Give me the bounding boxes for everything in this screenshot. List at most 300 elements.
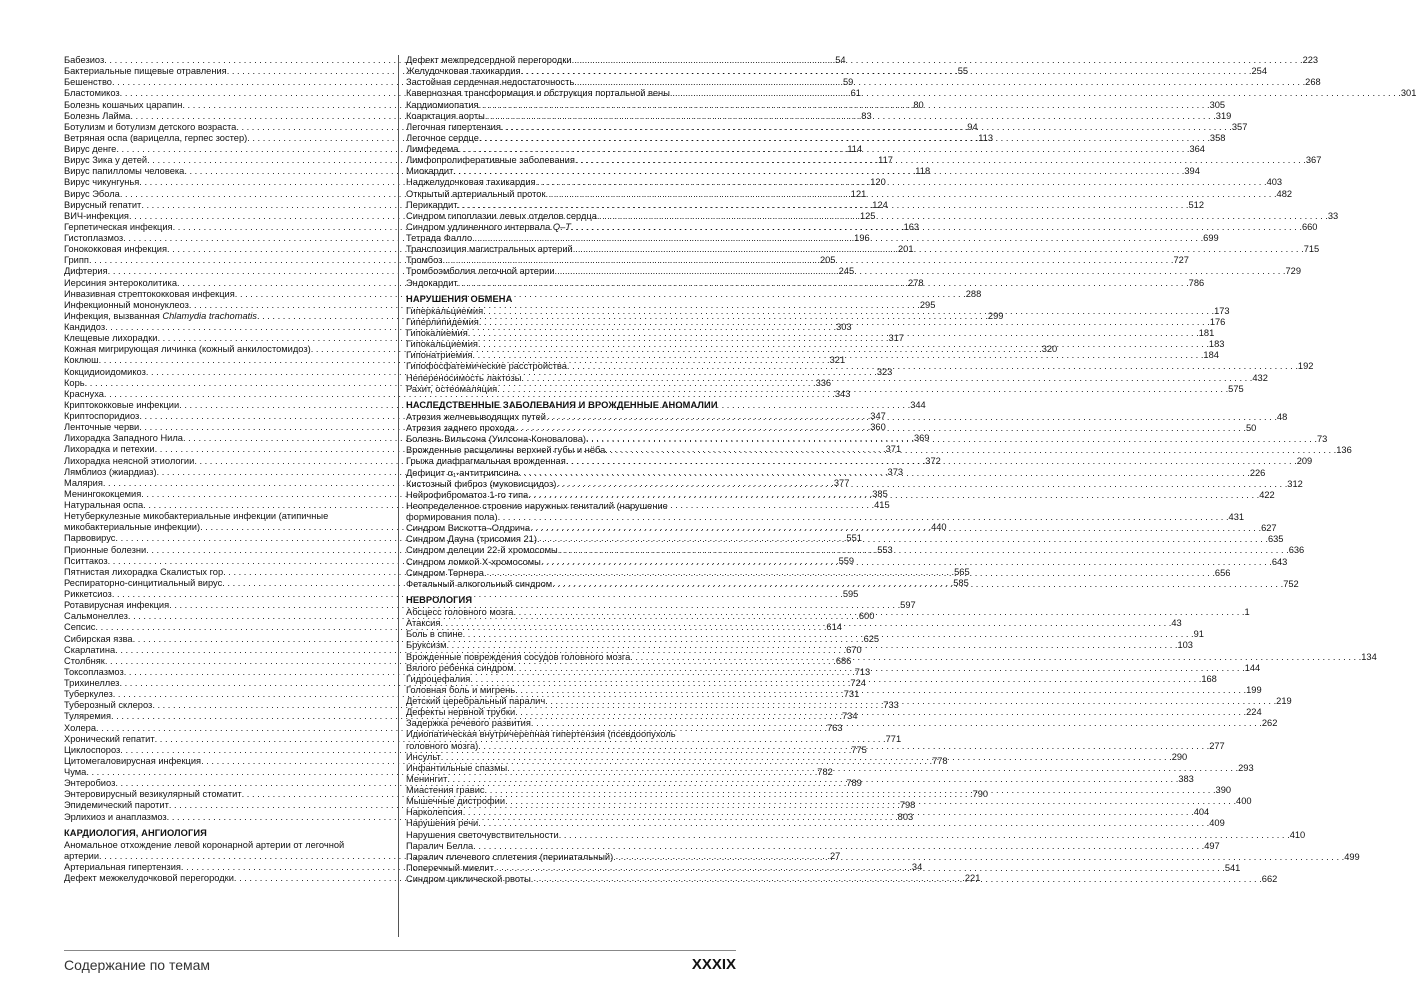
toc-entry-page: 790 bbox=[972, 789, 989, 800]
dot-leader bbox=[555, 266, 1286, 277]
toc-entry-title bbox=[406, 456, 566, 467]
toc-entry-title-text: Кокцидиоидомикоз bbox=[64, 366, 146, 377]
toc-entry-title bbox=[64, 533, 115, 544]
toc-entry-page: 403 bbox=[1266, 177, 1283, 188]
toc-entry-title-text: Врожденные повреждения сосудов головного мозга bbox=[406, 651, 631, 662]
toc-entry-page: 27 bbox=[830, 850, 841, 861]
toc-entry-page: 789 bbox=[846, 778, 862, 789]
toc-entry-title-text: Лихорадка неясной этиологии bbox=[64, 455, 195, 466]
toc-entry-title-text: Грипп bbox=[64, 255, 89, 266]
footer-title: Содержание по темам bbox=[64, 957, 211, 973]
toc-entry-page: 125 bbox=[859, 210, 876, 221]
toc-entry-title-text: Болезнь Вильсона (Уилсона-Коновалова) bbox=[406, 434, 586, 445]
toc-entry-title-text: Краснуха bbox=[64, 388, 104, 399]
toc-entry[interactable] bbox=[64, 600, 916, 611]
toc-entry-page: 482 bbox=[1276, 188, 1293, 199]
toc-entry-title bbox=[406, 445, 605, 456]
toc-entry-page: 290 bbox=[1171, 751, 1188, 762]
toc-entry-page: 43 bbox=[1171, 618, 1182, 629]
toc-entry-title-text: Ботулизм и ботулизм детского возраста bbox=[64, 121, 237, 132]
toc-entry-page: 320 bbox=[1041, 344, 1058, 355]
toc-entry-page: 144 bbox=[1244, 662, 1261, 673]
toc-entry-page: 124 bbox=[872, 199, 888, 210]
dot-leader bbox=[519, 468, 1250, 479]
toc-entry-title-text: Столбняк bbox=[64, 655, 105, 666]
column-divider bbox=[398, 55, 399, 937]
toc-entry-title bbox=[64, 667, 124, 678]
toc-entry-title bbox=[64, 645, 115, 656]
toc-entry-page: 364 bbox=[1189, 144, 1205, 154]
toc-entry-title-text: Гипонатриемия bbox=[406, 350, 473, 361]
dot-leader bbox=[483, 306, 1214, 317]
toc-entry-title-text: Рахит, остеомаляция bbox=[406, 383, 498, 394]
toc-entry-title-text: Тетрада Фалло bbox=[406, 233, 473, 243]
toc-entry-title-text: Герпетическая инфекция bbox=[64, 221, 173, 232]
dot-leader bbox=[447, 774, 1178, 785]
toc-entry-title-text: Детский церебральный паралич bbox=[406, 696, 546, 706]
toc-entry-title bbox=[64, 489, 141, 500]
toc-entry-page: 595 bbox=[842, 589, 859, 599]
dot-leader bbox=[479, 100, 1210, 111]
toc-entry-page: 553 bbox=[877, 544, 893, 555]
toc-entry-title bbox=[406, 66, 521, 77]
toc-entry-title-text: Синдром удлиненного интервала bbox=[406, 221, 553, 232]
toc-entry-title-text: Циклоспороз bbox=[64, 744, 121, 755]
toc-entry-title-text: Клещевые лихорадки bbox=[64, 333, 158, 344]
toc-entry-page: 201 bbox=[898, 244, 914, 255]
toc-entry-title bbox=[406, 785, 485, 796]
toc-entry-title bbox=[64, 522, 200, 533]
toc-entry-title bbox=[64, 88, 120, 99]
toc-entry-page: 114 bbox=[847, 144, 863, 154]
section-heading: КАРДИОЛОГИЯ, АНГИОЛОГИЯ bbox=[64, 827, 207, 838]
toc-entry-page: 80 bbox=[913, 99, 924, 110]
toc-entry-page: 541 bbox=[1224, 862, 1241, 873]
toc-entry-title-text: Поперечный миелит bbox=[406, 862, 494, 873]
toc-entry-page: 512 bbox=[1188, 199, 1204, 210]
toc-entry-page: 181 bbox=[1198, 328, 1215, 338]
toc-entry-title-text: Сальмонеллез bbox=[64, 611, 128, 622]
toc-entry-title bbox=[406, 100, 479, 111]
toc-entry-title-text: Энтеровирусный везикулярный стоматит bbox=[64, 789, 242, 800]
toc-entry-title bbox=[64, 444, 155, 455]
toc-entry-title bbox=[406, 640, 446, 651]
toc-entry-page: 636 bbox=[1288, 545, 1305, 556]
toc-entry-title bbox=[406, 155, 575, 166]
toc-entry-page: 336 bbox=[815, 377, 832, 388]
toc-entry-title-text: Тромбоз bbox=[406, 255, 443, 266]
toc-entry-title-text: Кардиомиопатия bbox=[406, 99, 479, 110]
dot-leader bbox=[530, 523, 1261, 534]
toc-entry-title bbox=[64, 389, 104, 400]
toc-entry-title bbox=[406, 255, 442, 266]
toc-entry-title-text: Холера bbox=[64, 722, 96, 733]
toc-entry-title-text: Лимфедема bbox=[406, 144, 459, 154]
toc-entry-title-text: Синдром Тернера bbox=[406, 567, 484, 578]
dot-leader bbox=[498, 512, 1229, 523]
toc-entry-page: 729 bbox=[1285, 266, 1302, 277]
toc-entry-page: 183 bbox=[1208, 339, 1225, 350]
toc-entry-title bbox=[406, 674, 470, 685]
toc-entry-page: 643 bbox=[1271, 556, 1288, 567]
toc-entry[interactable] bbox=[406, 840, 1220, 852]
toc-entry-page: 394 bbox=[1184, 166, 1200, 177]
toc-entry-title-text: Сепсис bbox=[64, 622, 96, 633]
toc-entry-title-text: Гиперкальциемия bbox=[406, 305, 484, 316]
toc-entry-page: 371 bbox=[885, 444, 902, 455]
toc-entry-title-text: Ветряная оспа (варицелла, герпес зостер) bbox=[64, 132, 248, 143]
toc-entry-title bbox=[64, 133, 247, 144]
toc-entry-page: 360 bbox=[870, 422, 886, 433]
toc-entry-title bbox=[406, 306, 483, 317]
toc-entry-title-text: микобактериальные инфекции) bbox=[64, 522, 201, 533]
dot-leader bbox=[515, 423, 1246, 434]
toc-entry-title-text: Синдром Дауна (трисомия 21) bbox=[406, 534, 537, 545]
section-heading: НАСЛЕДСТВЕННЫЕ ЗАБОЛЕВАНИЯ И ВРОЖДЕННЫЕ АНОМАЛИИ bbox=[406, 399, 718, 410]
toc-entry-page: 699 bbox=[1203, 233, 1219, 243]
toc-entry-title-text: Гипофосфатемические расстройства bbox=[406, 361, 567, 372]
dot-leader bbox=[441, 752, 1172, 763]
dot-leader bbox=[479, 317, 1210, 328]
toc-entry-title bbox=[406, 874, 531, 885]
toc-entry-title bbox=[64, 600, 169, 611]
toc-entry-title-text: Фетальный алкогольный синдром bbox=[406, 578, 553, 589]
toc-entry-title bbox=[64, 144, 116, 155]
toc-entry-page: 559 bbox=[838, 555, 855, 566]
toc-entry-page: 715 bbox=[1303, 244, 1320, 255]
toc-entry-title bbox=[406, 166, 453, 177]
toc-entry-title-text: Паралич плечевого сплетения (перинатальный) bbox=[406, 851, 614, 862]
toc-entry-title-text: Мышечные дистрофии bbox=[406, 796, 506, 807]
toc-entry[interactable] bbox=[406, 829, 1306, 841]
toc-entry-title-text: Лямблиоз (жиардиаз) bbox=[64, 466, 157, 477]
toc-entry-title-text: Врожденные расщелины верхней губы и нёба bbox=[406, 445, 606, 456]
toc-entry-page: 778 bbox=[932, 755, 948, 766]
toc-entry-title-text: Грыжа диафрагмальная врожденная bbox=[406, 456, 566, 467]
toc-entry-title-text: Инфекция, вызванная bbox=[64, 310, 163, 321]
toc-entry-title bbox=[406, 144, 458, 155]
toc-entry-title-text: Парвовирус bbox=[64, 533, 116, 544]
dot-leader bbox=[470, 674, 1201, 685]
toc-entry-page: 373 bbox=[887, 466, 904, 477]
toc-entry-page: 299 bbox=[987, 310, 1004, 321]
toc-entry-page: 404 bbox=[1193, 807, 1210, 818]
toc-entry-page: 117 bbox=[878, 155, 893, 166]
dot-leader bbox=[567, 361, 1298, 372]
toc-entry-page: 660 bbox=[1301, 221, 1318, 232]
toc-entry-title bbox=[406, 523, 530, 534]
dot-leader bbox=[478, 339, 1209, 350]
toc-entry-title bbox=[64, 711, 111, 722]
toc-entry-title bbox=[406, 189, 546, 200]
dot-leader bbox=[572, 55, 1303, 66]
toc-entry-title-text: Натуральная оспа bbox=[64, 500, 144, 510]
dot-leader bbox=[453, 166, 1184, 177]
toc-entry-title-text: Инфантильные спазмы bbox=[406, 762, 508, 773]
toc-entry-title bbox=[64, 77, 112, 88]
dot-leader bbox=[484, 568, 1215, 579]
toc-entry-title bbox=[406, 568, 484, 579]
toc-entry-page: 59 bbox=[842, 77, 854, 88]
toc-entry-title bbox=[406, 200, 458, 211]
toc-entry-title-text: Бактериальные пищевые отравления bbox=[64, 66, 227, 77]
toc-entry-page: 219 bbox=[1276, 696, 1292, 706]
dot-leader bbox=[472, 233, 1203, 244]
toc-entry-title-text: Непереносимость лактозы bbox=[406, 372, 522, 383]
toc-entry-title-text: Синдром делеции 22-й хромосомы bbox=[406, 545, 558, 556]
toc-entry-page: 763 bbox=[826, 722, 843, 733]
toc-entry-page: 321 bbox=[829, 355, 846, 366]
toc-entry-title bbox=[64, 233, 123, 244]
toc-entry-title-text: Синдром гипоплазии левых отделов сердца bbox=[406, 210, 597, 221]
toc-entry-title bbox=[406, 707, 515, 718]
toc-entry-title bbox=[64, 66, 227, 77]
toc-entry-title bbox=[64, 355, 99, 366]
toc-entry-page: 377 bbox=[833, 477, 850, 488]
dot-leader bbox=[485, 111, 1216, 122]
toc-entry-title-text: Артериальная гипертензия bbox=[64, 862, 181, 872]
dot-leader bbox=[670, 88, 1401, 99]
toc-entry-page: 317 bbox=[888, 333, 904, 344]
toc-entry-title bbox=[64, 745, 120, 756]
toc-entry-title-text: Боль в спине bbox=[406, 629, 463, 640]
dot-leader bbox=[537, 534, 1268, 545]
toc-entry-title-text: Вирус папилломы человека bbox=[64, 166, 185, 177]
toc-entry[interactable] bbox=[406, 512, 1245, 523]
toc-entry-title bbox=[406, 266, 555, 277]
toc-entry-title-text: Гипокальциемия bbox=[406, 339, 478, 350]
toc-entry-title-text: Дефект межпредсердной перегородки bbox=[406, 55, 572, 65]
toc-entry-title bbox=[64, 862, 181, 873]
toc-entry-title bbox=[406, 685, 515, 696]
toc-entry-page: 347 bbox=[870, 411, 886, 421]
toc-entry-title-text: Атрезия желчевыводящих путей bbox=[406, 411, 546, 422]
toc-entry-title-italic: Chlamydia trachomatis bbox=[162, 310, 257, 321]
toc-entry-page: 400 bbox=[1236, 796, 1252, 807]
toc-entry-page: 209 bbox=[1296, 456, 1313, 467]
toc-entry-page: 54 bbox=[835, 55, 846, 65]
toc-entry-title-text: Дефект межжелудочковой перегородки bbox=[64, 873, 234, 884]
toc-entry-page: 1 bbox=[1244, 607, 1250, 617]
toc-entry-page: 585 bbox=[953, 577, 969, 588]
toc-entry-title bbox=[64, 244, 167, 255]
dot-leader bbox=[515, 707, 1246, 718]
toc-entry-title-text: Иерсиния энтероколитика bbox=[64, 277, 178, 288]
toc-entry-page: 499 bbox=[1344, 851, 1360, 862]
toc-entry-title bbox=[406, 233, 472, 244]
section-heading: НЕВРОЛОГИЯ bbox=[406, 594, 473, 605]
toc-entry-page: 221 bbox=[964, 873, 981, 884]
toc-entry-title bbox=[64, 622, 95, 633]
dot-leader bbox=[531, 718, 1262, 729]
toc-entry-title-text: Эрлихиоз и анаплазмоз bbox=[64, 811, 167, 822]
toc-entry-title-text: Застойная сердечная недостаточность bbox=[406, 77, 575, 88]
dot-leader bbox=[571, 222, 1302, 233]
toc-entry-title bbox=[64, 567, 223, 578]
toc-entry-page: 254 bbox=[1251, 66, 1268, 77]
toc-entry-title bbox=[64, 55, 104, 66]
toc-entry-page: 565 bbox=[954, 566, 970, 577]
dot-leader bbox=[468, 328, 1199, 339]
toc-entry-title bbox=[64, 700, 152, 711]
toc-entry-page: 551 bbox=[846, 533, 862, 544]
toc-entry-title-text: Инфекционный мононуклеоз bbox=[64, 299, 189, 310]
toc-entry-page: 323 bbox=[876, 366, 893, 377]
dot-leader bbox=[458, 200, 1189, 211]
toc-entry-title-text: Дифтерия bbox=[64, 266, 108, 277]
toc-entry-title bbox=[64, 400, 179, 411]
toc-entry-page: 786 bbox=[1188, 277, 1205, 288]
toc-entry-page: 344 bbox=[910, 399, 926, 410]
toc-entry-title bbox=[406, 373, 521, 384]
toc-entry-page: 113 bbox=[978, 132, 994, 143]
dot-leader bbox=[497, 384, 1228, 395]
toc-entry[interactable] bbox=[406, 818, 1225, 829]
toc-entry-title bbox=[64, 289, 235, 300]
toc-entry-title-text: Туберозный склероз bbox=[64, 700, 153, 711]
dot-leader bbox=[479, 133, 1210, 144]
toc-entry-title-text: Бабезиоз bbox=[64, 55, 105, 65]
toc-entry-page: 205 bbox=[819, 255, 836, 266]
toc-entry-page: 627 bbox=[1261, 523, 1277, 534]
toc-entry-title bbox=[64, 723, 96, 734]
dot-leader bbox=[446, 640, 1177, 651]
toc-entry-title bbox=[406, 423, 515, 434]
toc-entry-title bbox=[406, 77, 574, 88]
toc-entry-title-text: Нарколепсия bbox=[406, 807, 463, 818]
toc-entry-title bbox=[64, 411, 139, 422]
toc-entry-title bbox=[64, 422, 139, 433]
toc-entry-title bbox=[406, 818, 478, 829]
toc-entry-title-text: Ротавирусная инфекция bbox=[64, 600, 170, 611]
toc-entry-page: 120 bbox=[870, 177, 886, 188]
toc-entry-title-text: Инвазивная стрептококковая инфекция bbox=[64, 288, 235, 299]
dot-leader bbox=[586, 434, 1317, 445]
toc-entry-title bbox=[64, 611, 128, 622]
toc-entry-title-text: Пситтакоз bbox=[64, 555, 108, 566]
toc-entry-title bbox=[64, 589, 112, 600]
toc-entry-title bbox=[64, 689, 113, 700]
toc-entry-title bbox=[64, 222, 173, 233]
footer-page-number: XXXIX bbox=[691, 956, 736, 973]
toc-entry-title-text: Открытый артериальный проток bbox=[406, 188, 546, 199]
toc-entry-title bbox=[406, 841, 473, 852]
toc-entry-title-text: Туляремия bbox=[64, 711, 112, 722]
toc-entry-title-text: Хронический гепатит bbox=[64, 733, 155, 744]
toc-entry-page: 731 bbox=[843, 689, 860, 700]
toc-entry-page: 597 bbox=[900, 600, 916, 611]
toc-entry-title bbox=[64, 873, 234, 884]
dot-leader bbox=[463, 629, 1194, 640]
toc-entry-title bbox=[406, 111, 485, 122]
page-footer bbox=[64, 950, 736, 975]
toc-entry-page: 118 bbox=[915, 166, 931, 177]
toc-entry-title-text: Гиперлипидемия bbox=[406, 316, 479, 327]
toc-entry-page: 358 bbox=[1209, 132, 1226, 143]
toc-entry-title-text: Бруксизм bbox=[406, 640, 447, 651]
toc-entry-page: 440 bbox=[931, 522, 947, 533]
dot-leader bbox=[458, 278, 1189, 289]
toc-entry-page: 91 bbox=[1193, 629, 1204, 640]
toc-entry-title-text: Вирус Эбола bbox=[64, 188, 120, 199]
dot-leader bbox=[505, 796, 1236, 807]
toc-entry-title bbox=[406, 663, 514, 674]
toc-entry-title-text: Менингит bbox=[406, 773, 448, 784]
toc-entry-title bbox=[64, 166, 184, 177]
dot-leader bbox=[501, 122, 1232, 133]
toc-entry-title-text: Лихорадка и петехии bbox=[64, 444, 155, 455]
dot-leader bbox=[494, 863, 1225, 874]
toc-entry-page: 245 bbox=[838, 266, 855, 277]
toc-entry-title-text: Инсульт bbox=[406, 751, 441, 762]
toc-entry-title bbox=[406, 696, 545, 707]
toc-entry-title bbox=[406, 579, 552, 590]
toc-entry-page: 431 bbox=[1228, 512, 1245, 522]
dot-leader bbox=[521, 373, 1252, 384]
toc-entry-page: 176 bbox=[1209, 316, 1226, 327]
toc-entry-page: 163 bbox=[903, 221, 920, 232]
toc-entry-title bbox=[406, 88, 670, 99]
toc-entry-title bbox=[406, 557, 541, 568]
toc-entry-page: 422 bbox=[1259, 489, 1275, 500]
toc-entry-page: 733 bbox=[883, 700, 899, 711]
toc-entry-title bbox=[64, 767, 86, 778]
dot-leader bbox=[442, 255, 1173, 266]
dot-leader bbox=[605, 445, 1336, 456]
toc-entry-title-text: Транспозиция магистральных артерий bbox=[406, 244, 573, 255]
toc-entry-page: 369 bbox=[913, 433, 930, 444]
toc-entry-title-text: Дефекты нервной трубки bbox=[406, 707, 516, 718]
toc-entry-page: 343 bbox=[834, 388, 851, 399]
dot-leader bbox=[463, 807, 1194, 818]
dot-leader bbox=[521, 66, 1252, 77]
toc-entry-title bbox=[406, 211, 597, 222]
toc-entry-page: 357 bbox=[1231, 121, 1248, 132]
toc-entry-title bbox=[64, 300, 189, 311]
toc-entry-title-text: Синдром ломкой X-хромосомы bbox=[406, 556, 541, 567]
toc-entry-title-text: Гонококковая инфекция bbox=[64, 244, 168, 255]
toc-entry-title-text: Перикардит bbox=[406, 199, 458, 210]
section-heading: НАРУШЕНИЯ ОБМЕНА bbox=[406, 293, 513, 304]
toc-entry-title bbox=[406, 122, 501, 133]
toc-entry-title bbox=[406, 652, 630, 663]
toc-entry-page: 771 bbox=[885, 733, 902, 744]
toc-entry-title bbox=[64, 311, 257, 322]
toc-entry-title bbox=[64, 322, 105, 333]
toc-entry-title bbox=[64, 433, 183, 444]
toc-entry-page: 600 bbox=[858, 611, 875, 622]
toc-entry-page: 383 bbox=[1178, 773, 1194, 784]
toc-entry-title-text: Синдром Вискотта–Олдрича bbox=[406, 523, 531, 534]
toc-entry-page: 33 bbox=[1327, 210, 1339, 221]
toc-entry-title bbox=[406, 512, 498, 523]
toc-entry-page: 497 bbox=[1204, 840, 1220, 851]
toc-entry-page: 798 bbox=[899, 800, 916, 811]
toc-entry-title-text: Атаксия bbox=[406, 618, 441, 629]
toc-entry-title bbox=[406, 852, 613, 863]
toc-entry-title-text: Кавернозная трансформация и обструкция портальной вены bbox=[406, 88, 670, 99]
toc-entry-title-text: Болезнь кошачьих царапин bbox=[64, 99, 183, 110]
toc-entry-title bbox=[64, 556, 108, 567]
toc-entry-page: 61 bbox=[850, 88, 861, 99]
toc-entry-title-text: Чума bbox=[64, 767, 87, 777]
toc-entry-page: 293 bbox=[1238, 762, 1254, 773]
toc-entry-title-text: Сибирская язва bbox=[64, 633, 133, 644]
dot-leader bbox=[485, 785, 1216, 796]
toc-entry-page: 670 bbox=[846, 644, 862, 655]
toc-entry-page: 713 bbox=[854, 666, 871, 677]
toc-entry-title-text: Вирусный гепатит bbox=[64, 199, 142, 210]
